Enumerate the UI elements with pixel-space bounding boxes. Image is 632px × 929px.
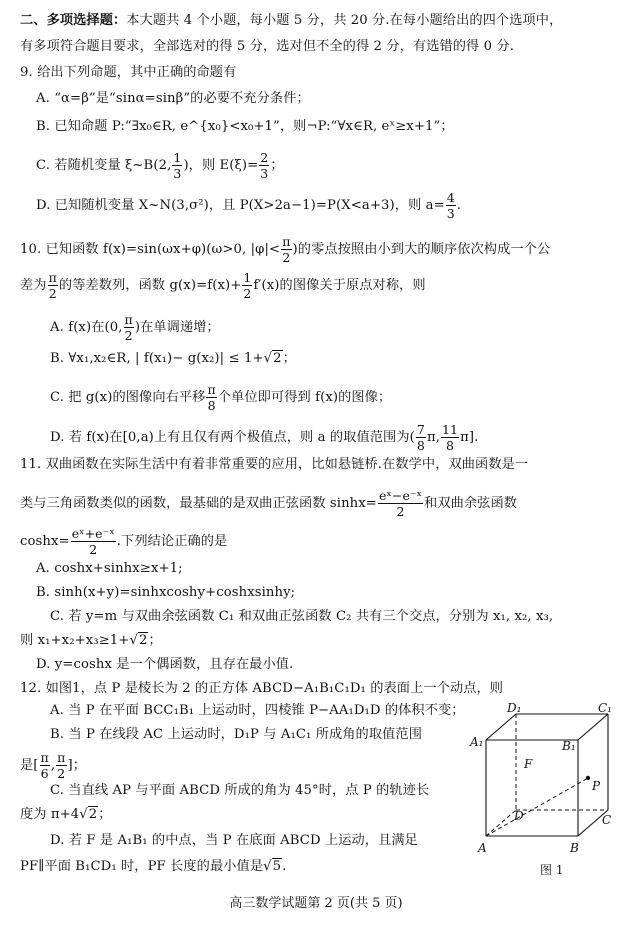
q12-c-sqrt: 2 — [88, 807, 98, 822]
q10-option-a — [50, 312, 220, 343]
q10-a-text-2: )在单调递增； — [134, 320, 220, 335]
q12-d-sqrt: 5 — [272, 859, 282, 874]
q9-option-d — [36, 190, 461, 221]
section-intro-line-1 — [20, 12, 562, 30]
q11-text-4: .下列结论正确的是 — [116, 534, 228, 549]
q10-a-fraction — [124, 312, 134, 343]
frac-num: 7 — [416, 422, 425, 437]
frac-den: 8 — [416, 438, 425, 453]
edge-b1-c1 — [578, 714, 608, 740]
q10-c-text-2: 个单位即可得到 f(x)的图像； — [217, 390, 392, 405]
q9-c-fraction-2 — [259, 150, 269, 181]
frac-den: 8 — [207, 398, 216, 413]
frac-num: 11 — [442, 422, 459, 437]
q12-b-text-3: ]； — [67, 758, 87, 773]
frac-den: 3 — [446, 206, 455, 221]
frac-den: 3 — [173, 166, 182, 181]
label-f: F — [524, 757, 533, 771]
frac-den: 2 — [57, 766, 66, 781]
frac-num: π — [282, 234, 291, 249]
label-b1: B₁ — [562, 739, 576, 753]
q10-fraction-1 — [281, 234, 291, 265]
frac-den: 3 — [260, 166, 269, 181]
frac-den: 2 — [124, 328, 133, 343]
q12-option-d-line-2: PF∥平面 B₁CD₁ 时，PF 长度的最小值是√5. — [20, 859, 287, 874]
section-heading: 二、多项选择题： — [20, 13, 127, 28]
q11-option-b: B. sinh(x+y)=sinhxcoshy+coshxsinhy; — [36, 585, 296, 600]
label-a: A — [478, 841, 487, 855]
q10-a-text-1: A. f(x)在(0, — [50, 320, 123, 335]
q11-option-d: D. y=coshx 是一个偶函数，且存在最小值. — [36, 657, 294, 672]
q9-d-text-1: D. 已知随机变量 X~N(3,σ²)，且 P(X>2a−1)=P(X<a+3)，则 a= — [36, 198, 445, 213]
q12-option-b-line-2 — [20, 750, 86, 781]
q10-option-d — [50, 422, 478, 453]
q12-b-fraction-1 — [40, 750, 50, 781]
label-c1: C₁ — [598, 702, 612, 715]
page-footer: 高三数学试题第 2 页(共 5 页) — [229, 896, 403, 911]
q9-c-text-2: )，则 E(ξ)= — [183, 158, 259, 173]
label-d: D — [514, 809, 524, 823]
q12-d-text-2: . — [282, 859, 287, 874]
q11-text-2: 和双曲余弦函数 — [424, 496, 518, 511]
q10-d-fraction-1 — [416, 422, 426, 453]
q12-option-c-line-1: C. 当直线 AP 与平面 ABCD 所成的角为 45°时，点 P 的轨迹长 — [50, 783, 430, 798]
q12-b-text-2: , — [50, 758, 56, 773]
frac-num: π — [48, 270, 57, 285]
q11-stem-line-3 — [20, 526, 227, 557]
section-intro-text: 本大题共 4 个小题，每小题 5 分，共 20 分.在每小题给出的四个选项中， — [126, 13, 563, 28]
label-d1: D₁ — [507, 702, 522, 715]
q9-option-c — [36, 150, 284, 181]
q9-option-b: B. 已知命题 P:“∃x₀∈R, e^{x₀}<x₀+1”，则¬P:“∀x∈R, eˣ≥x+1”； — [36, 119, 454, 134]
frac-num: π — [207, 382, 216, 397]
q9-c-fraction-1 — [172, 150, 182, 181]
frac-num: 2 — [260, 150, 269, 165]
q11-c-text-2: ； — [148, 633, 162, 648]
edge-a-d-hidden — [486, 810, 516, 836]
segment-a-p — [486, 778, 588, 836]
q11-c-text-1: 则 x₁+x₂+x₃≥1+ — [20, 633, 130, 648]
frac-den: 6 — [40, 766, 49, 781]
q12-c-text-1: 度为 π+4 — [20, 807, 80, 822]
q12-option-a: A. 当 P 在平面 BCC₁B₁ 上运动时，四棱锥 P−AA₁D₁D 的体积不变； — [50, 703, 465, 718]
q10-stem-line-1 — [20, 234, 550, 265]
q10-d-text-3: π]. — [460, 430, 479, 445]
q12-d-text-1: PF∥平面 B₁CD₁ 时，PF 长度的最小值是 — [20, 859, 264, 874]
figure-caption: 图 1 — [540, 863, 564, 877]
label-b: B — [570, 841, 579, 855]
q10-b-text-2: ； — [282, 351, 296, 366]
q10-fraction-3 — [242, 270, 252, 301]
q9-d-fraction — [446, 190, 456, 221]
frac-den: 2 — [396, 504, 405, 519]
q11-text-1: 类与三角函数类似的函数，最基础的是双曲正弦函数 sinhx= — [20, 496, 377, 511]
frac-num: 1 — [173, 150, 182, 165]
frac-num: 4 — [446, 190, 455, 205]
q10-c-fraction — [206, 382, 216, 413]
frac-num: π — [57, 750, 66, 765]
q10-d-text-2: π, — [426, 430, 440, 445]
q9-stem: 9. 给出下列命题，其中正确的命题有 — [20, 65, 237, 80]
frac-num: 1 — [243, 270, 252, 285]
label-c: C — [602, 813, 612, 827]
q10-c-text-1: C. 把 g(x)的图像向右平移 — [50, 390, 206, 405]
frac-num: π — [40, 750, 49, 765]
q12-b-text-1: 是[ — [20, 758, 39, 773]
q10-d-fraction-2 — [441, 422, 459, 453]
q11-text-3: coshx= — [20, 534, 70, 549]
q11-fraction-1 — [378, 488, 423, 519]
q10-option-c — [50, 382, 391, 413]
q11-fraction-2 — [71, 526, 116, 557]
frac-den: 2 — [243, 286, 252, 301]
q11-c-sqrt: 2 — [138, 633, 148, 648]
q12-option-b-line-1: B. 当 P 在线段 AC 上运动时，D₁P 与 A₁C₁ 所成角的取值范围 — [50, 727, 422, 742]
edge-a1-d1 — [486, 714, 516, 740]
q10-b-sqrt: 2 — [273, 351, 282, 366]
q11-stem-line-2 — [20, 488, 517, 519]
frac-den: 2 — [48, 286, 57, 301]
frac-den: 2 — [282, 250, 291, 265]
q11-option-a: A. coshx+sinhx≥x+1; — [36, 561, 183, 576]
q9-option-a: A. “α=β”是“sinα=sinβ”的必要不充分条件； — [36, 91, 310, 106]
frac-den: 8 — [446, 438, 455, 453]
q9-c-text-1: C. 若随机变量 ξ~B(2, — [36, 158, 172, 173]
q11-option-c-line-1: C. 若 y=m 与双曲余弦函数 C₁ 和双曲正弦函数 C₂ 共有三个交点，分别为 x₁, x₂, x₃, — [50, 609, 554, 624]
q10-stem-line-2 — [20, 270, 426, 301]
cube-figure — [466, 702, 622, 880]
frac-num: eˣ+e⁻ˣ — [71, 526, 115, 541]
q12-b-fraction-2 — [56, 750, 66, 781]
q10-fraction-2 — [48, 270, 58, 301]
label-a1: A₁ — [470, 735, 484, 749]
q10-text-2: )的零点按照由小到大的顺序依次构成一个公 — [292, 242, 551, 257]
q9-c-text-3: ； — [270, 158, 284, 173]
q10-text-5: f′(x)的图像关于原点对称，则 — [253, 278, 426, 293]
frac-den: 2 — [89, 542, 98, 557]
q11-option-c-line-2: 则 x₁+x₂+x₃≥1+√2； — [20, 633, 162, 648]
q11-stem-line-1: 11. 双曲函数在实际生活中有着非常重要的应用，比如悬链桥.在数学中，双曲函数是一 — [20, 457, 529, 472]
q10-b-text-1: B. ∀x₁,x₂∈R, | f(x₁)− g(x₂)| ≤ 1+ — [50, 351, 264, 366]
point-p — [586, 776, 590, 780]
frac-num: π — [124, 312, 133, 327]
q12-option-c-line-2: 度为 π+4√2； — [20, 807, 112, 822]
q12-c-text-2: ； — [98, 807, 112, 822]
q10-d-text-1: D. 若 f(x)在[0,a)上有且仅有两个极值点，则 a 的取值范围为( — [50, 430, 415, 445]
q10-option-b: B. ∀x₁,x₂∈R, | f(x₁)− g(x₂)| ≤ 1+√2； — [50, 351, 296, 366]
q12-option-d-line-1: D. 若 F 是 A₁B₁ 的中点，当 P 在底面 ABCD 上运动，且满足 — [50, 833, 418, 848]
q12-stem: 12. 如图1，点 P 是棱长为 2 的正方体 ABCD−A₁B₁C₁D₁ 的表面上一个动点，则 — [20, 681, 504, 696]
q10-text-1: 10. 已知函数 f(x)=sin(ωx+φ)(ω>0, |φ|< — [20, 242, 281, 257]
q10-text-4: 的等差数列，函数 g(x)=f(x)+ — [58, 278, 242, 293]
q10-text-3: 差为 — [20, 278, 47, 293]
label-p: P — [592, 779, 601, 793]
section-intro-line-2: 有多项符合题目要求，全部选对的得 5 分，选对但不全的得 2 分，有选错的得 0 分. — [20, 39, 514, 54]
q9-d-text-2: . — [456, 198, 462, 213]
frac-num: eˣ−e⁻ˣ — [378, 488, 423, 503]
